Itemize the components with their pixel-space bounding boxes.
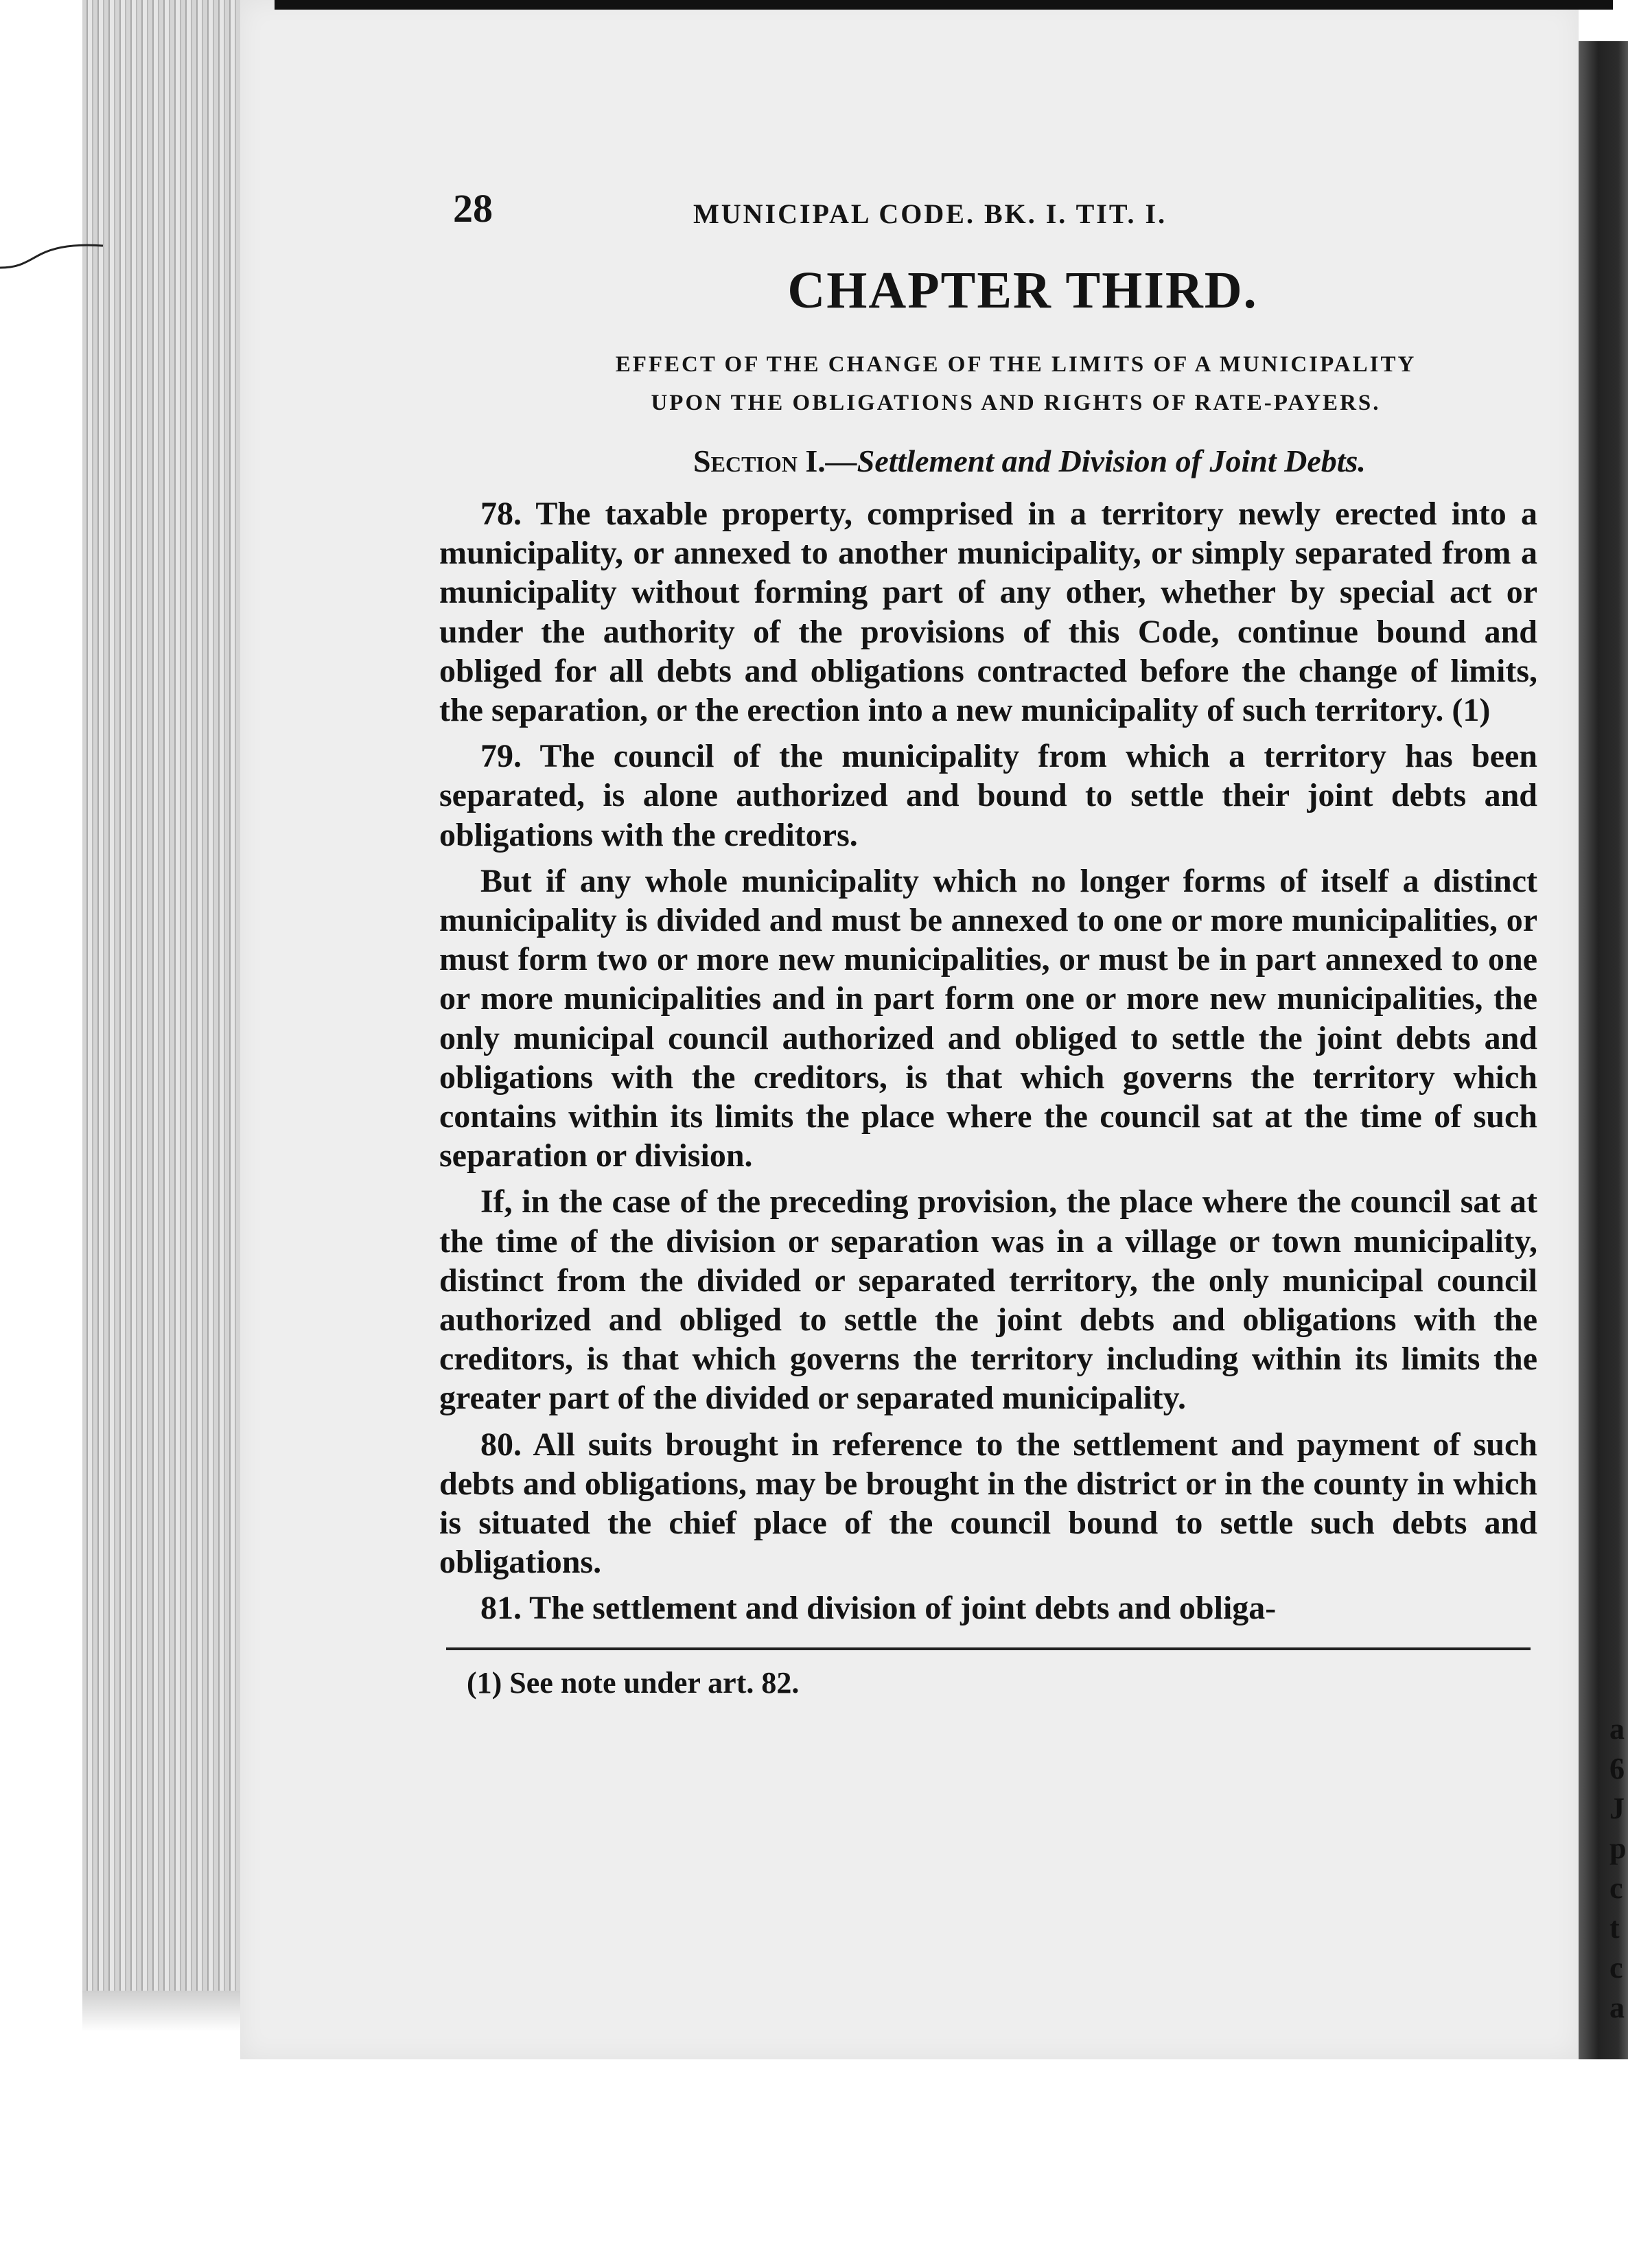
page-number: 28 [453,186,493,231]
article-paragraph [439,737,1537,855]
article-text: The taxable property, comprised in a territory newly erected into a municipality, or annexed to another municipality, or simply separated from a municipality without forming part of any other, whether by special act or under the authority of the provisions of this Code, continue bound and obliged for all debts and obligations contracted before the change of limits, the separation, or the erection into a new municipality of such territory. (1) [439,496,1537,729]
fragment-letter: p [1609,1831,1627,1865]
scan-top-edge [275,0,1613,10]
fragment-letter: a [1609,1712,1625,1746]
running-title: MUNICIPAL CODE. BK. I. TIT. I. [693,198,1167,229]
fragment-letter: c [1609,1871,1623,1905]
book-page-edges [82,0,242,2011]
chapter-subtitle-line: EFFECT OF THE CHANGE OF THE LIMITS OF A MUNICIPALITY [615,352,1417,377]
article-text: All suits brought in reference to the settlement and payment of such debts and obligations, may be brought in the district or in the county in which is situated the chief place of the council bound to settle such debts and obligations. [439,1426,1537,1581]
footnote: (1) See note under art. 82. [467,1665,800,1700]
section-heading [522,443,1537,479]
article-paragraph [439,1588,1537,1628]
article-text: But if any whole municipality which no longer forms of itself a distinct municipality is divided and must be annexed to one or more municipalities, or must form two or more new municipalities, or must be in part annexed to one or more municipalities and in part form one or more new municipalities, the only municipal council authorized and obliged to settle the joint debts and obligations with the creditors, is that which governs the territory which contains within its limits the place where the council sat at the time of such separation or division. [439,862,1537,1174]
article-paragraph [439,494,1537,730]
chapter-subtitle-line: UPON THE OBLIGATIONS AND RIGHTS OF RATE-PAYERS. [651,391,1381,415]
scan-mark-icon [0,233,110,281]
article-paragraph [439,1425,1537,1582]
article-text: If, in the case of the preceding provision, the place where the council sat at the time of the division or separation was in a village or town municipality, distinct from the divided or separated territory, the only municipal council authorized and obliged to settle the joint debts and obligations with the creditors, is that which governs the territory including within its limits the greater part of the divided or separated municipality. [439,1183,1537,1417]
fragment-letter: a [1609,1991,1625,2024]
section-label: Section I. [693,443,826,478]
fragment-letter: c [1609,1951,1623,1984]
next-page-fragments [1609,1709,1628,2028]
running-head [439,185,1537,247]
chapter-title: CHAPTER THIRD. [787,262,1258,319]
footnote-rule [446,1647,1531,1650]
fragment-letter: J [1609,1792,1625,1825]
fragment-letter: t [1609,1911,1620,1945]
article-number: 78. [480,496,522,532]
article-text: The council of the municipality from which a territory has been separated, is alone authorized and bound to settle their joint debts and obligations with the creditors. [439,738,1537,853]
article-text: The settlement and division of joint debts and obliga- [529,1590,1277,1627]
page-text [439,185,1537,1700]
article-paragraph [439,1182,1537,1418]
fragment-letter: 6 [1609,1752,1625,1785]
section-title: —Settlement and Division of Joint Debts. [825,443,1366,478]
article-paragraph [439,861,1537,1176]
article-number: 81. [480,1590,522,1627]
article-number: 80. [480,1426,522,1463]
article-number: 79. [480,738,522,775]
chapter-subtitle [494,345,1537,422]
